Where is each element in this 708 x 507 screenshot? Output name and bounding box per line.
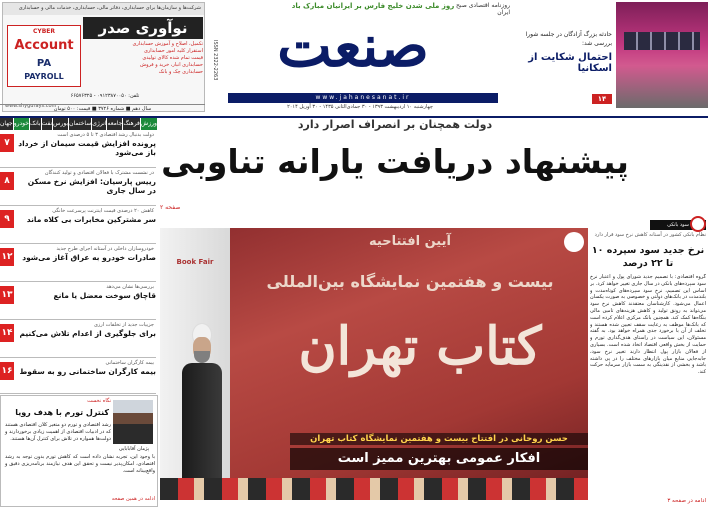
news-page-badge: ۱۴	[0, 324, 14, 342]
teaser-title[interactable]: احتمال شکایت از اسکانیا	[528, 52, 612, 74]
story-kicker: نظام بانکی کشور در آستانه کاهش نرخ سود قرار دارد	[594, 232, 706, 238]
teaser-kicker: حادثه بزرگ آزادگان در جلسه شورا بررسی شد:	[525, 31, 612, 47]
category-strip	[0, 118, 155, 130]
backdrop-line-1: آیین افتتاحیه	[369, 234, 451, 249]
news-page-badge: ۱۲	[0, 248, 14, 266]
news-title[interactable]: بیمه کارگران ساختمانی رو به سقوط	[19, 367, 156, 376]
newspaper-website[interactable]: www.jahanesanat.ir	[228, 93, 498, 103]
news-title[interactable]: سر مشترکین مخابرات بی کلاه ماند	[26, 215, 156, 224]
masthead	[0, 0, 708, 118]
opinion-column[interactable]	[0, 395, 158, 507]
photo-caption: حسن روحانی در افتتاح بیست و هفتمین نمایشگاه کتاب تهران	[310, 434, 568, 444]
lead-headline[interactable]: پیشنهاد دریافت یارانه تناوبی	[161, 142, 629, 181]
photo-quote[interactable]: افکار عمومی بهترین ممیز است	[337, 451, 541, 466]
category-tab[interactable]: فرهنگ	[123, 118, 140, 130]
ad-logo	[7, 25, 81, 87]
category-tab[interactable]: بانک	[30, 118, 41, 130]
bus-windows	[624, 32, 700, 50]
news-title[interactable]: صادرات خودرو به عراق آغاز می‌شود	[22, 253, 156, 262]
category-tab[interactable]: انرژی	[92, 118, 106, 130]
category-tab[interactable]: جامعه	[107, 118, 122, 130]
list-item[interactable]	[0, 360, 156, 394]
lead-surtitle: دولت همچنان بر انصراف اصرار دارد	[297, 118, 493, 131]
story-title[interactable]: نرخ جدید سود سپرده ۱۰ تا ۲۲ درصد	[591, 245, 705, 269]
news-kicker: جزییات جدید از تخلفات ارزی	[93, 322, 154, 328]
column-body-continued: با وجود این، تجربه نشان داده است که کاهش تورم بدون توجه به رشد اقتصادی، امکان‌پذیر نیست و تحقق این هدف نیازمند برنامه‌ریزی دقیق و واقع‌بینانه است.	[5, 454, 155, 474]
list-item[interactable]	[0, 246, 156, 282]
lead-photo[interactable]	[160, 228, 588, 500]
dateline: چهارشنبه ۱۰ اردیبهشت ۱۳۹۳ - ۳۰ جمادی‌الثانی ۱۴۳۵ - ۳۰ آوریل ۲۰۱۴	[287, 104, 433, 110]
column-label: نگاه نخست	[87, 398, 111, 404]
list-item[interactable]	[0, 132, 156, 168]
ad-logo-line3: PAYROLL	[24, 72, 64, 81]
fair-logo-icon	[564, 232, 584, 252]
column-body: رشد اقتصادی و تورم دو متغیر کلان اقتصادی هستند که در ادبیات اقتصادی از اهمیت زیادی برخوردارند و دولت‌ها همواره در تلاش برای کنترل آن‌ها هستند.	[5, 422, 111, 442]
story-body: گروه اقتصادی: با تصمیم جدید شورای پول و اعتبار نرخ سود سپرده‌های بانکی در سال جاری تغییر خواهد کرد. بر اساس این تصمیم، نرخ سود سپرده‌های کوتاه‌مدت و بلندمدت در بانک‌های دولتی و خصوصی به صورت یکسان اعمال می‌شود. کارشناسان معتقدند کاهش نرخ سود می‌تواند به رونق تولید و کاهش هزینه‌های تامین مالی بنگاه‌ها کمک کند. همچنین بانک مرکزی اعلام کرده است که بانک‌ها موظف به رعایت سقف تعیین شده هستند و تخلف از آن با برخورد جدی همراه خواهد بود. به گفته مسئولان، این سیاست در راستای هدف‌گذاری تورم و حمایت از بخش واقعی اقتصاد اتخاذ شده است. بسیاری از فعالان بازار پول انتظار دارند تغییر نرخ سود، جابه‌جایی منابع میان بازارهای مختلف را در پی داشته باشد و بخشی از نقدینگی به سمت بازار سرمایه حرکت کند.	[590, 274, 706, 376]
teaser-page-badge: ۱۴	[592, 94, 612, 104]
newspaper-logo-area	[208, 0, 508, 112]
news-page-badge: ۱۳	[0, 286, 14, 304]
author-photo	[113, 400, 153, 444]
category-tab[interactable]: ورزش	[141, 118, 157, 130]
beard-shape	[194, 351, 210, 363]
column-author: پژمان آقابابایی	[118, 446, 150, 452]
news-title[interactable]: قاچاق سوخت معضل یا مانع	[53, 291, 156, 300]
category-tab[interactable]: بورس	[53, 118, 68, 130]
list-item[interactable]	[0, 284, 156, 320]
side-banner-text: Book Fair	[176, 258, 214, 266]
category-tab[interactable]: خودرو	[14, 118, 29, 130]
teaser-story[interactable]	[512, 0, 708, 112]
newspaper-logo[interactable]: صنعت	[277, 12, 429, 80]
robe-shape	[182, 363, 222, 491]
lead-page-ref[interactable]: صفحه ۲	[160, 204, 181, 211]
right-story[interactable]	[590, 220, 708, 507]
slogan-holiday: روز ملی شدن خلیج فارس بر ایرانیان مبارک باد	[291, 2, 455, 10]
column-continue-link[interactable]: ادامه در همین صفحه	[111, 496, 155, 502]
backdrop-line-2: بیست و هفتمین نمایشگاه بین‌المللی	[266, 272, 554, 291]
ad-logo-top: CYBER	[32, 28, 56, 35]
ad-service-item: حسابداری چک و بانک	[158, 69, 203, 75]
speaker-figure	[178, 323, 226, 493]
news-page-badge: ۱۶	[0, 362, 14, 380]
accounting-ad[interactable]	[2, 2, 205, 112]
ad-service-item: حسابداری انبار، خرید و فروش	[140, 62, 203, 68]
news-kicker: خودروسازان داخلی در آستانه اجرای طرح جدید	[56, 246, 154, 252]
ad-service-item: استقرار کلیه امور حسابداری	[143, 48, 203, 54]
category-tab[interactable]: ساختمان	[69, 118, 91, 130]
news-kicker: دولت بدنبال رشد اقتصادی ۳ تا ۵ درصدی است	[57, 132, 154, 138]
ad-brand: نوآوری صدر	[83, 17, 203, 39]
news-kicker: بررسی‌ها نشان می‌دهد	[106, 284, 154, 290]
story-tag: سود بانکی	[650, 220, 706, 230]
bank-icon	[690, 216, 706, 232]
ad-logo-main: Account	[14, 38, 74, 53]
issn: ISSN 2322-2263	[212, 40, 218, 81]
ad-phones: تلفن: ۰۹۱۲۳۸۷۰۰۵۰ - ۶۶۵۷۶۳۲۵	[70, 93, 140, 99]
issue-info-bar: سال دهم ■ شماره ۳۷۲۶ ■ قیمت: ۵۰۰ تومان	[0, 104, 205, 114]
ad-services	[83, 41, 203, 76]
news-page-badge: ۷	[0, 134, 14, 152]
backdrop-line-3: کتاب تهران	[298, 316, 542, 377]
category-tab[interactable]: جهان	[0, 118, 13, 130]
stage-base	[160, 478, 588, 500]
news-title[interactable]: پرونده افزایش قیمت سیمان از خرداد باز می‌شود	[18, 139, 156, 157]
ad-service-item: قیمت تمام شده کالای تولیدی	[142, 55, 203, 61]
bus-photo	[616, 2, 708, 108]
list-item[interactable]	[0, 322, 156, 358]
column-title[interactable]: کنترل تورم با هدف رویا	[15, 408, 109, 417]
news-page-badge: ۹	[0, 210, 14, 228]
ad-service-item: تکمیل، اصلاح و آموزش حسابداری	[132, 41, 203, 47]
ad-header: شرکت‌ها و سازمان‌ها برای حسابداری، دفاتر مالی، حسابداری، خدمات مالی و حسابداری	[3, 3, 204, 15]
category-tab[interactable]: نفت	[42, 118, 53, 130]
news-page-badge: ۸	[0, 172, 14, 190]
ad-website[interactable]: www.shygurays.com	[5, 103, 57, 109]
news-kicker: بیمه کارگران ساختمانی	[105, 360, 154, 366]
list-item[interactable]	[0, 170, 156, 206]
news-title[interactable]: برای جلوگیری از اعدام تلاش می‌کنیم	[19, 329, 156, 338]
story-continue-link[interactable]: ادامه در صفحه ۳	[667, 498, 706, 504]
news-title[interactable]: رییس پارسیان: افزایش نرخ مسکن در سال جاری	[27, 177, 156, 195]
news-kicker: در نشست مشترک با فعالان اقتصادی و تولید کنندگان	[44, 170, 154, 176]
ad-logo-line2: PA	[36, 58, 52, 69]
paper-slogan: روزنامه اقتصادی صبح ایران	[456, 2, 510, 16]
side-banner	[160, 228, 230, 500]
list-item[interactable]	[0, 208, 156, 244]
news-kicker: کاهش ۲۰ درصدی قیمت اینترنت پرسرعت خانگی	[52, 208, 154, 214]
